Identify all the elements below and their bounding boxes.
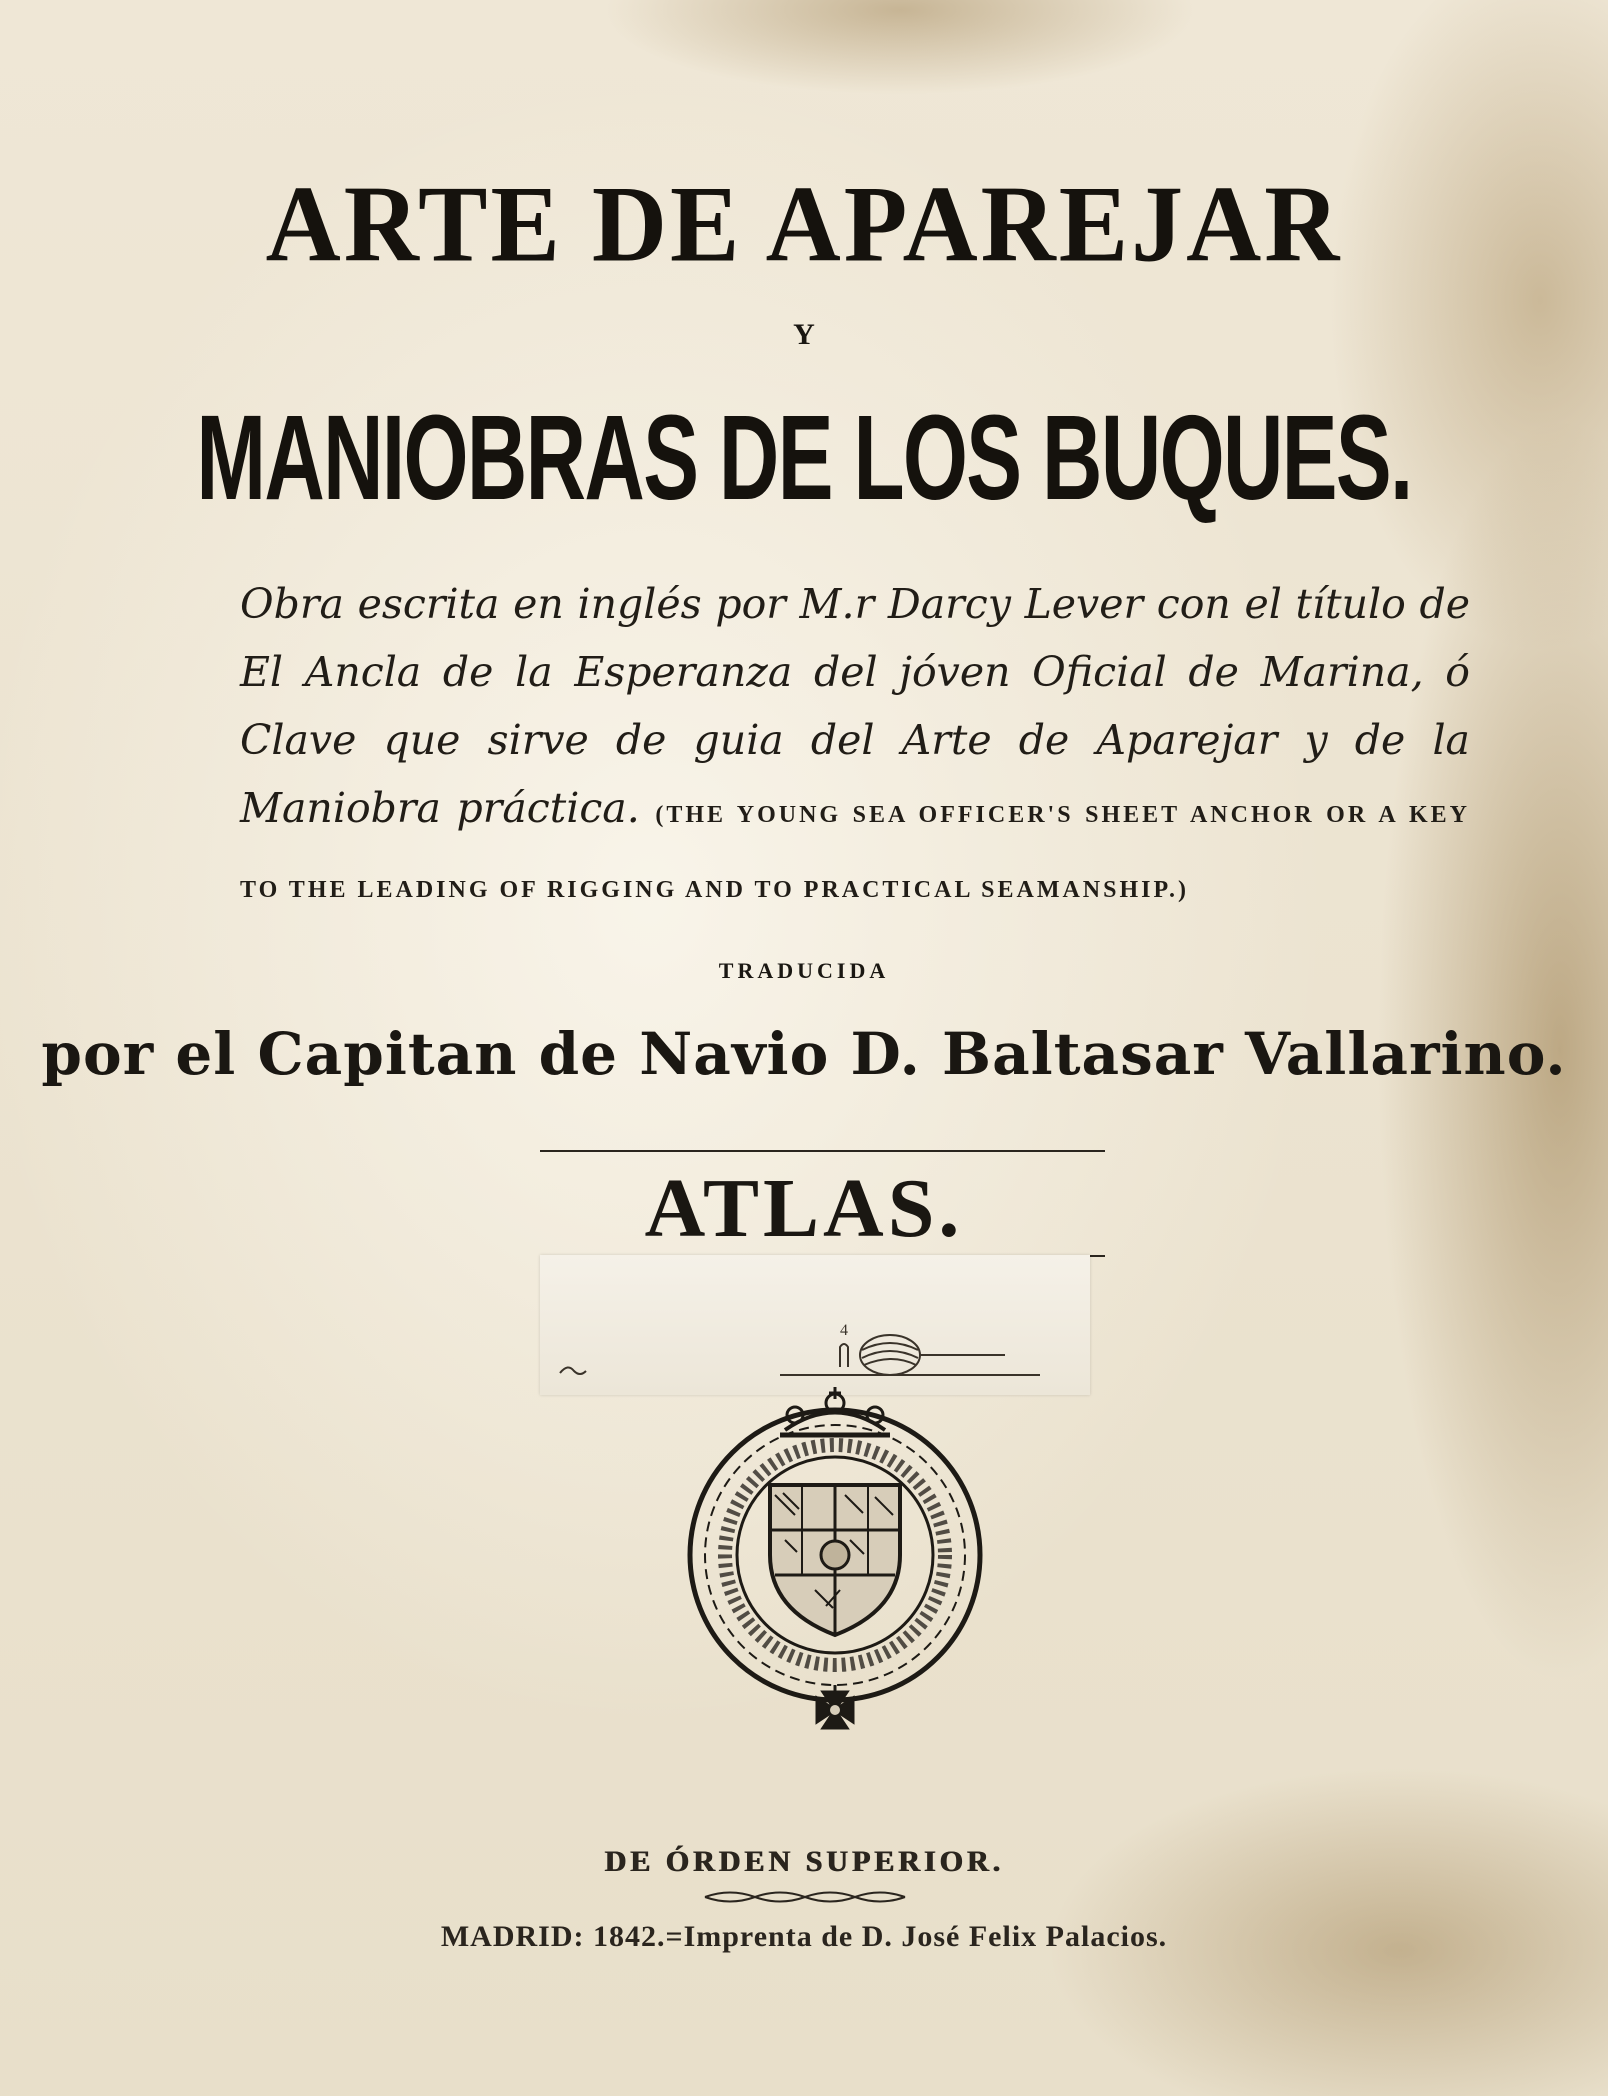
rigging-sketch-icon — [540, 1255, 1090, 1395]
royal-coat-of-arms-icon — [675, 1385, 995, 1760]
top-rule — [540, 1150, 1105, 1152]
description-paragraph — [240, 570, 1470, 924]
title-conjunction: Y — [793, 318, 815, 351]
title-line-1: ARTE DE APAREJAR — [265, 164, 1343, 285]
description-spanish: Obra escrita en inglés por M.r Darcy Lever con el título de El Ancla de la Esperanza del jóven Oficial de Marina, ó Clave que sirve de guia del Arte de Aparejar y de la Maniobra práctica. — [240, 580, 1470, 832]
pasted-paper-strip — [540, 1255, 1090, 1395]
translated-label: TRADUCIDA — [718, 958, 890, 983]
svg-text:4: 4 — [840, 1322, 848, 1339]
imprint-line: MADRID: 1842.=Imprenta de D. José Felix Palacios. — [440, 1920, 1168, 1953]
authority-line: DE ÓRDEN SUPERIOR. — [604, 1845, 1004, 1878]
description-english: (THE YOUNG SEA OFFICER'S SHEET ANCHOR OR A KEY TO THE LEADING OF RIGGING AND TO PRACTICAL SEAMANSHIP.) — [240, 802, 1470, 903]
flourish-ornament-icon — [700, 1888, 910, 1906]
translator-line: por el Capitan de Navio D. Baltasar Vallarino. — [41, 1020, 1567, 1088]
title-line-2: MANIOBRAS DE LOS BUQUES. — [196, 390, 1412, 526]
volume-title: ATLAS. — [644, 1162, 964, 1255]
